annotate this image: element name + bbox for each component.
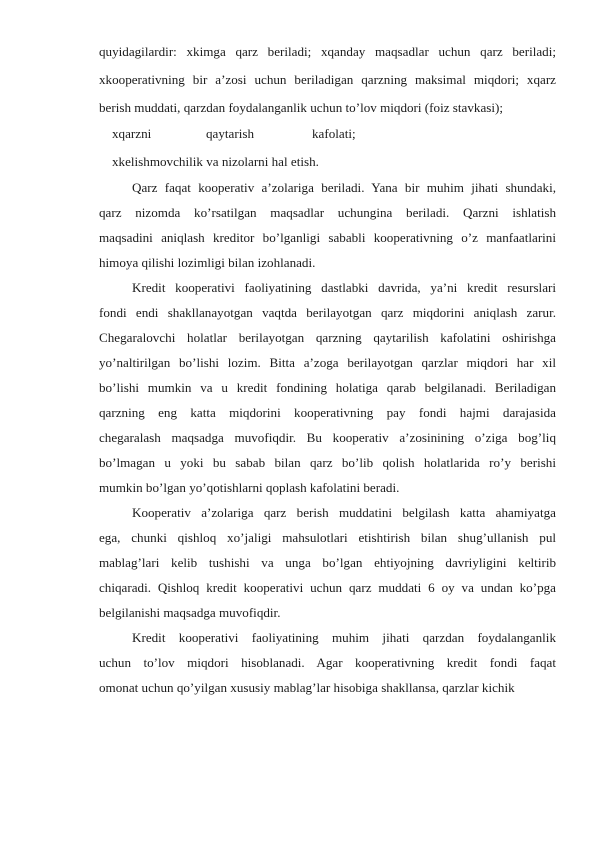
text-line: berish muddati, qarzdan foydalanganlik uchun to’lov miqdori (foiz stavkasi); (99, 100, 503, 115)
text-line: omonat uchun qo’yilgan xususiy mablag’lar hisobiga shakllansa, qarzlar kichik (99, 680, 515, 695)
list-item: kafolati; (312, 126, 356, 141)
text-line: Kredit kooperativi faoliyatining dastlabki davrida, ya’ni kredit resurslari (132, 280, 556, 295)
text-line: ega, chunki qishloq xo’jaligi mahsulotlari etishtirish bilan shug’ullanish pul (99, 530, 556, 545)
text-line: Chegaralovchi holatlar berilayotgan qarzning qaytarilish kafolatini oshirishga (99, 330, 556, 345)
text-line: chegaralash maqsadga muvofiqdir. Bu kooperativ a’zosinining o’ziga bog’liq (99, 430, 556, 445)
text-line: Kredit kooperativi faoliyatining muhim jihati qarzdan foydalanganlik (132, 630, 556, 645)
text-line: himoya qilishi lozimligi bilan izohlanadi. (99, 255, 316, 270)
text-line: mablag’lari kelib tushishi va unga bo’lgan ehtiyojning davriyligini keltirib (99, 555, 556, 570)
text-line: qarz nizomda ko’rsatilgan maqsadlar uchungina beriladi. Qarzni ishlatish (99, 205, 556, 220)
text-line: belgilanishi maqsadga muvofiqdir. (99, 605, 281, 620)
list-line (112, 122, 552, 146)
list-item: qaytarish (206, 126, 254, 141)
text-line: maqsadini aniqlash kreditor bo’lganligi sababli kooperativning o’z manfaatlarini (99, 230, 556, 245)
text-line: Qarz faqat kooperativ a’zolariga beriladi. Yana bir muhim jihati shundaki, (132, 180, 556, 195)
text-line: mumkin bo’lgan yo’qotishlarni qoplash kafolatini beradi. (99, 480, 400, 495)
text-line: xkelishmovchilik va nizolarni hal etish. (112, 154, 319, 169)
text-line: xkooperativning bir a’zosi uchun beriladigan qarzning maksimal miqdori; xqarz (99, 72, 556, 87)
text-line: bo’lishi mumkin va u kredit fondining holatiga qarab belgilanadi. Beriladigan (99, 380, 556, 395)
text-line: bo’lmagan u yoki bu sabab bilan qarz bo’lib qolish holatlarida ro’y berishi (99, 455, 556, 470)
text-line: uchun to’lov miqdori hisoblanadi. Agar kooperativning kredit fondi faqat (99, 655, 556, 670)
list-item: xqarzni (112, 126, 152, 141)
text-line: qarzning eng katta miqdorini kooperativning pay fondi hajmi darajasida (99, 405, 556, 420)
text-line: fondi endi shakllanayotgan vaqtda berilayotgan qarz miqdorini aniqlash zarur. (99, 305, 556, 320)
text-line: quyidagilardir: xkimga qarz beriladi; xqanday maqsadlar uchun qarz beriladi; (99, 44, 556, 59)
text-line: yo’naltirilgan bo’lishi lozim. Bitta a’zoga berilayotgan qarzlar miqdori har xil (99, 355, 556, 370)
text-line: Kooperativ a’zolariga qarz berish muddatini belgilash katta ahamiyatga (132, 505, 556, 520)
text-line: chiqaradi. Qishloq kredit kooperativi uchun qarz muddati 6 oy va undan ko’pga (99, 580, 556, 595)
